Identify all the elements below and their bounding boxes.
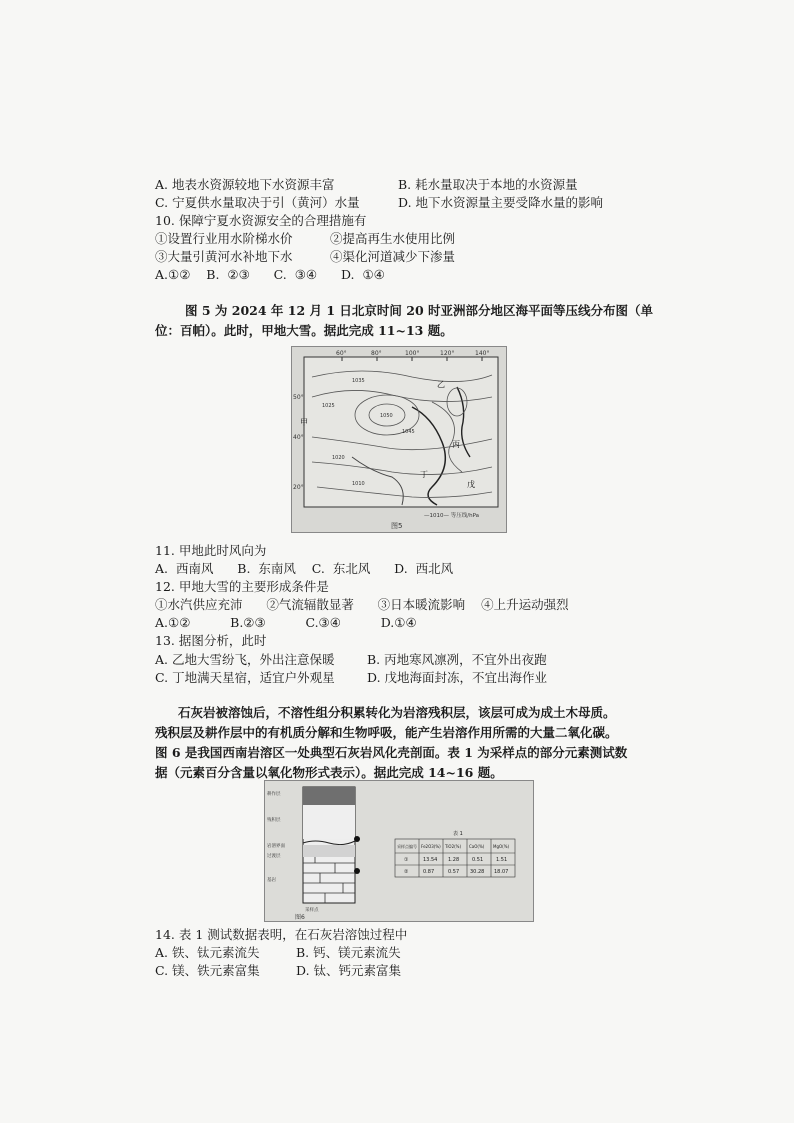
q14-stem: 14. 表 1 测试数据表明，在石灰岩溶蚀过程中 [155, 927, 408, 942]
figure-5-caption: 图5 [391, 522, 403, 530]
table-cell: ① [404, 857, 409, 863]
place-label-ding: 丁 [420, 470, 428, 479]
figure-6 [264, 780, 534, 922]
isobar-label: 1020 [332, 455, 345, 461]
passage-14-16-line-4: 据（元素百分含量以氧化物形式表示）。据此完成 14~16 题。 [155, 765, 503, 780]
layer-label: 耕作层 [267, 792, 281, 797]
table-cell: 30.28 [470, 869, 485, 875]
passage-14-16-line-2: 残积层及耕作层中的有机质分解和生物呼吸，能产生岩溶作用所需的大量二氧化碳。 [155, 725, 618, 740]
table-header: MgO(%) [493, 844, 510, 849]
q11-options: A. 西南风 B. 东南风 C. 东北风 D. 西北风 [155, 561, 454, 576]
q14-option-b: B. 钙、镁元素流失 [296, 945, 401, 960]
q10-item-2: ②提高再生水使用比例 [330, 231, 456, 246]
q9-option-d: D. 地下水资源量主要受降水量的影响 [398, 195, 604, 210]
weathering-profile-graphic [265, 781, 533, 921]
q10-item-1: ①设置行业用水阶梯水价 [155, 231, 293, 246]
table-cell: 0.57 [448, 869, 460, 875]
passage-11-13-line-2: 位：百帕）。此时，甲地大雪。据此完成 11~13 题。 [155, 323, 453, 338]
table-header: Fe2O3(%) [421, 844, 441, 849]
q10-stem: 10. 保障宁夏水资源安全的合理措施有 [155, 213, 367, 228]
table-header: TiO2(%) [445, 844, 462, 849]
isobar-label: 1025 [322, 403, 335, 409]
q10-item-4: ④渠化河道减少下渗量 [330, 249, 456, 264]
table-header: CaO(%) [469, 844, 485, 849]
passage-14-16-line-1: 石灰岩被溶蚀后，不溶性组分积累转化为岩溶残积层，该层可成为成土木母质。 [178, 705, 616, 720]
isobar-label: 1050 [380, 413, 393, 419]
figure-5-map [291, 346, 507, 533]
layer-label: 残积层 [267, 818, 281, 823]
q9-option-a: A. 地表水资源较地下水资源丰富 [155, 177, 335, 192]
table-cell: 0.51 [472, 857, 484, 863]
lon-label: 80° [371, 350, 382, 357]
q13-option-a: A. 乙地大雪纷飞，外出注意保暖 [155, 652, 335, 667]
q14-option-d: D. 钛、钙元素富集 [296, 963, 402, 978]
q13-option-d: D. 戊地海面封冻，不宜出海作业 [367, 670, 548, 685]
passage-14-16-line-3: 图 6 是我国西南岩溶区一处典型石灰岩风化壳剖面。表 1 为采样点的部分元素测试数 [155, 745, 628, 760]
figure-5-legend: —1010— 等压线/hPa [424, 513, 480, 519]
table-cell: 0.87 [423, 869, 435, 875]
q12-stem: 12. 甲地大雪的主要形成条件是 [155, 579, 329, 594]
place-label-wu: 戊 [467, 480, 475, 489]
table-cell: 1.51 [496, 857, 508, 863]
q12-options: A.①② B.②③ C.③④ D.①④ [155, 615, 417, 630]
lon-label: 120° [440, 350, 455, 357]
q10-options: A.①② B. ②③ C. ③④ D. ①④ [155, 267, 385, 282]
q9-option-b: B. 耗水量取决于本地的水资源量 [398, 177, 578, 192]
table-cell: 18.07 [494, 869, 509, 875]
isobar-map-graphic [292, 347, 506, 532]
isobar-label: 1035 [352, 378, 365, 384]
q10-item-3: ③大量引黄河水补地下水 [155, 249, 293, 264]
lat-label: 50° [293, 394, 304, 401]
q9-option-c: C. 宁夏供水量取决于引（黄河）水量 [155, 195, 360, 210]
q14-option-a: A. 铁、钛元素流失 [155, 945, 260, 960]
passage-11-13-line-1: 图 5 为 2024 年 12 月 1 日北京时间 20 时亚洲部分地区海平面等压线分布图（单 [185, 303, 653, 318]
table-cell: ② [404, 869, 409, 875]
table-1-title: 表 1 [453, 831, 463, 837]
q14-option-c: C. 镁、铁元素富集 [155, 963, 260, 978]
layer-label: 岩溶界面 [267, 844, 285, 849]
lat-label: 20° [293, 484, 304, 491]
isobar-label: 1045 [402, 429, 415, 435]
lon-label: 60° [336, 350, 347, 357]
lat-label: 40° [293, 434, 304, 441]
q13-option-c: C. 丁地满天星宿，适宜户外观星 [155, 670, 335, 685]
layer-label: 过渡层 [267, 854, 281, 859]
table-header: 采样点编号 [397, 844, 417, 849]
q11-stem: 11. 甲地此时风向为 [155, 543, 267, 558]
table-cell: 1.28 [448, 857, 460, 863]
place-label-jia: 甲 [300, 418, 308, 427]
layer-label: 基岩 [267, 878, 276, 883]
q13-option-b: B. 丙地寒风凛冽，不宜外出夜跑 [367, 652, 547, 667]
lon-label: 100° [405, 350, 420, 357]
figure-6-caption: 图6 [295, 914, 305, 921]
lon-label: 140° [475, 350, 490, 357]
q12-items: ①水汽供应充沛 ②气流辐散显著 ③日本暖流影响 ④上升运动强烈 [155, 597, 569, 612]
isobar-label: 1010 [352, 481, 365, 487]
q13-stem: 13. 据图分析，此时 [155, 633, 267, 648]
place-label-yi: 乙 [437, 380, 445, 389]
place-label-bing: 丙 [452, 440, 460, 449]
sample-point-legend: 采样点 [305, 908, 319, 913]
table-cell: 13.54 [423, 857, 438, 863]
